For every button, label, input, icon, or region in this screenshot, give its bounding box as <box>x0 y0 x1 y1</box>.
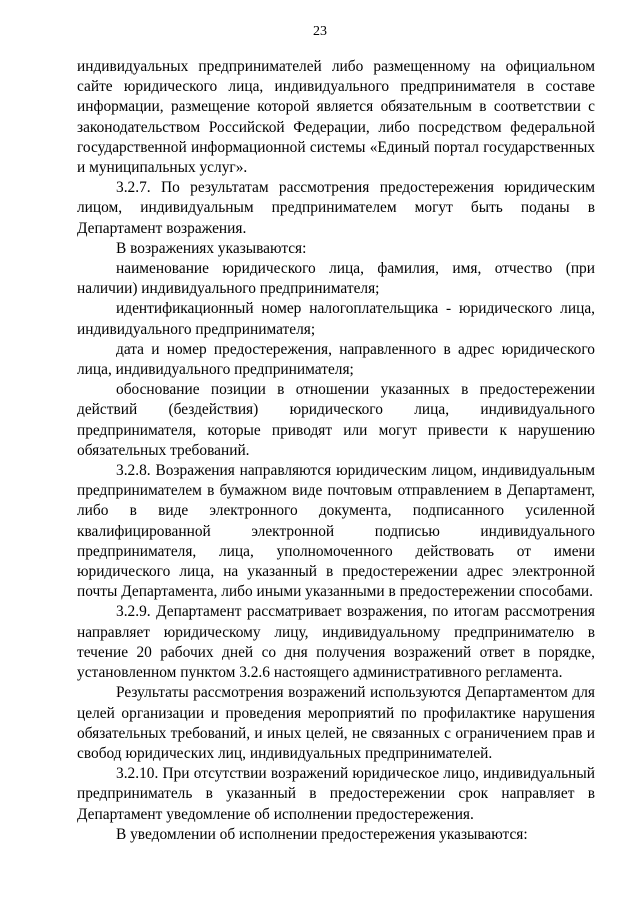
paragraph-results-usage: Результаты рассмотрения возражений используются Департаментом для целей организации и проведения мероприятий по профилактике нарушения обязательных требований, и иных целей, не связанных с ограничением прав и свобод юридических лиц, индивидуальных предпринимателей. <box>77 684 595 762</box>
paragraph-objections-intro: В возражениях указываются: <box>116 239 307 257</box>
document-body <box>77 57 595 845</box>
paragraph-3-2-9: 3.2.9. Департамент рассматривает возражения, по итогам рассмотрения направляет юридическому лицу, индивидуальному предпринимателю в течение 20 рабочих дней со дня получения возражений ответ в порядке, установленном пунктом 3.2.6 настоящего административного регламента. <box>77 603 595 682</box>
paragraph-notification-intro: В уведомлении об исполнении предостережения указываются: <box>116 825 528 843</box>
paragraph-continuation: индивидуальных предпринимателей либо размещенному на официальном сайте юридического лица, индивидуального предпринимателя в составе информации, размещение которой является обязательным в соответствии с законодательством Российской Федерации, либо посредством федеральной государственной информационной системы «Единый портал государственных и муниципальных услуг». <box>77 58 595 177</box>
list-item-name: наименование юридического лица, фамилия, имя, отчество (при наличии) индивидуального предпринимателя; <box>77 260 595 298</box>
paragraph-3-2-8: 3.2.8. Возражения направляются юридическим лицом, индивидуальным предпринимателем в бумажном виде почтовым отправлением в Департамент, либо в виде электронного документа, подписанного усиленной квалифицированной электронной подписью индивидуального предпринимателя, лица, уполномоченного действовать от имени юридического лица, на указанный в предостережении адрес электронной почты Департамента, либо иными указанными в предостережении способами. <box>77 462 595 601</box>
paragraph-3-2-7: 3.2.7. По результатам рассмотрения предостережения юридическим лицом, индивидуальным предпринимателем могут быть поданы в Департамент возражения. <box>77 179 595 237</box>
list-item-warning-date: дата и номер предостережения, направленного в адрес юридического лица, индивидуального предпринимателя; <box>77 340 595 379</box>
page-number: 23 <box>313 24 327 39</box>
list-item-tax-id: идентификационный номер налогоплательщика - юридического лица, индивидуального предпринимателя; <box>77 300 595 338</box>
list-item-justification: обоснование позиции в отношении указанных в предостережении действий (бездействия) юридического лица, индивидуального предпринимателя, которые приводят или могут привести к нарушению обязательных требований. <box>77 381 595 459</box>
paragraph-3-2-10: 3.2.10. При отсутствии возражений юридическое лицо, индивидуальный предприниматель в указанный в предостережении срок направляет в Департамент уведомление об исполнении предостережения. <box>77 765 595 823</box>
